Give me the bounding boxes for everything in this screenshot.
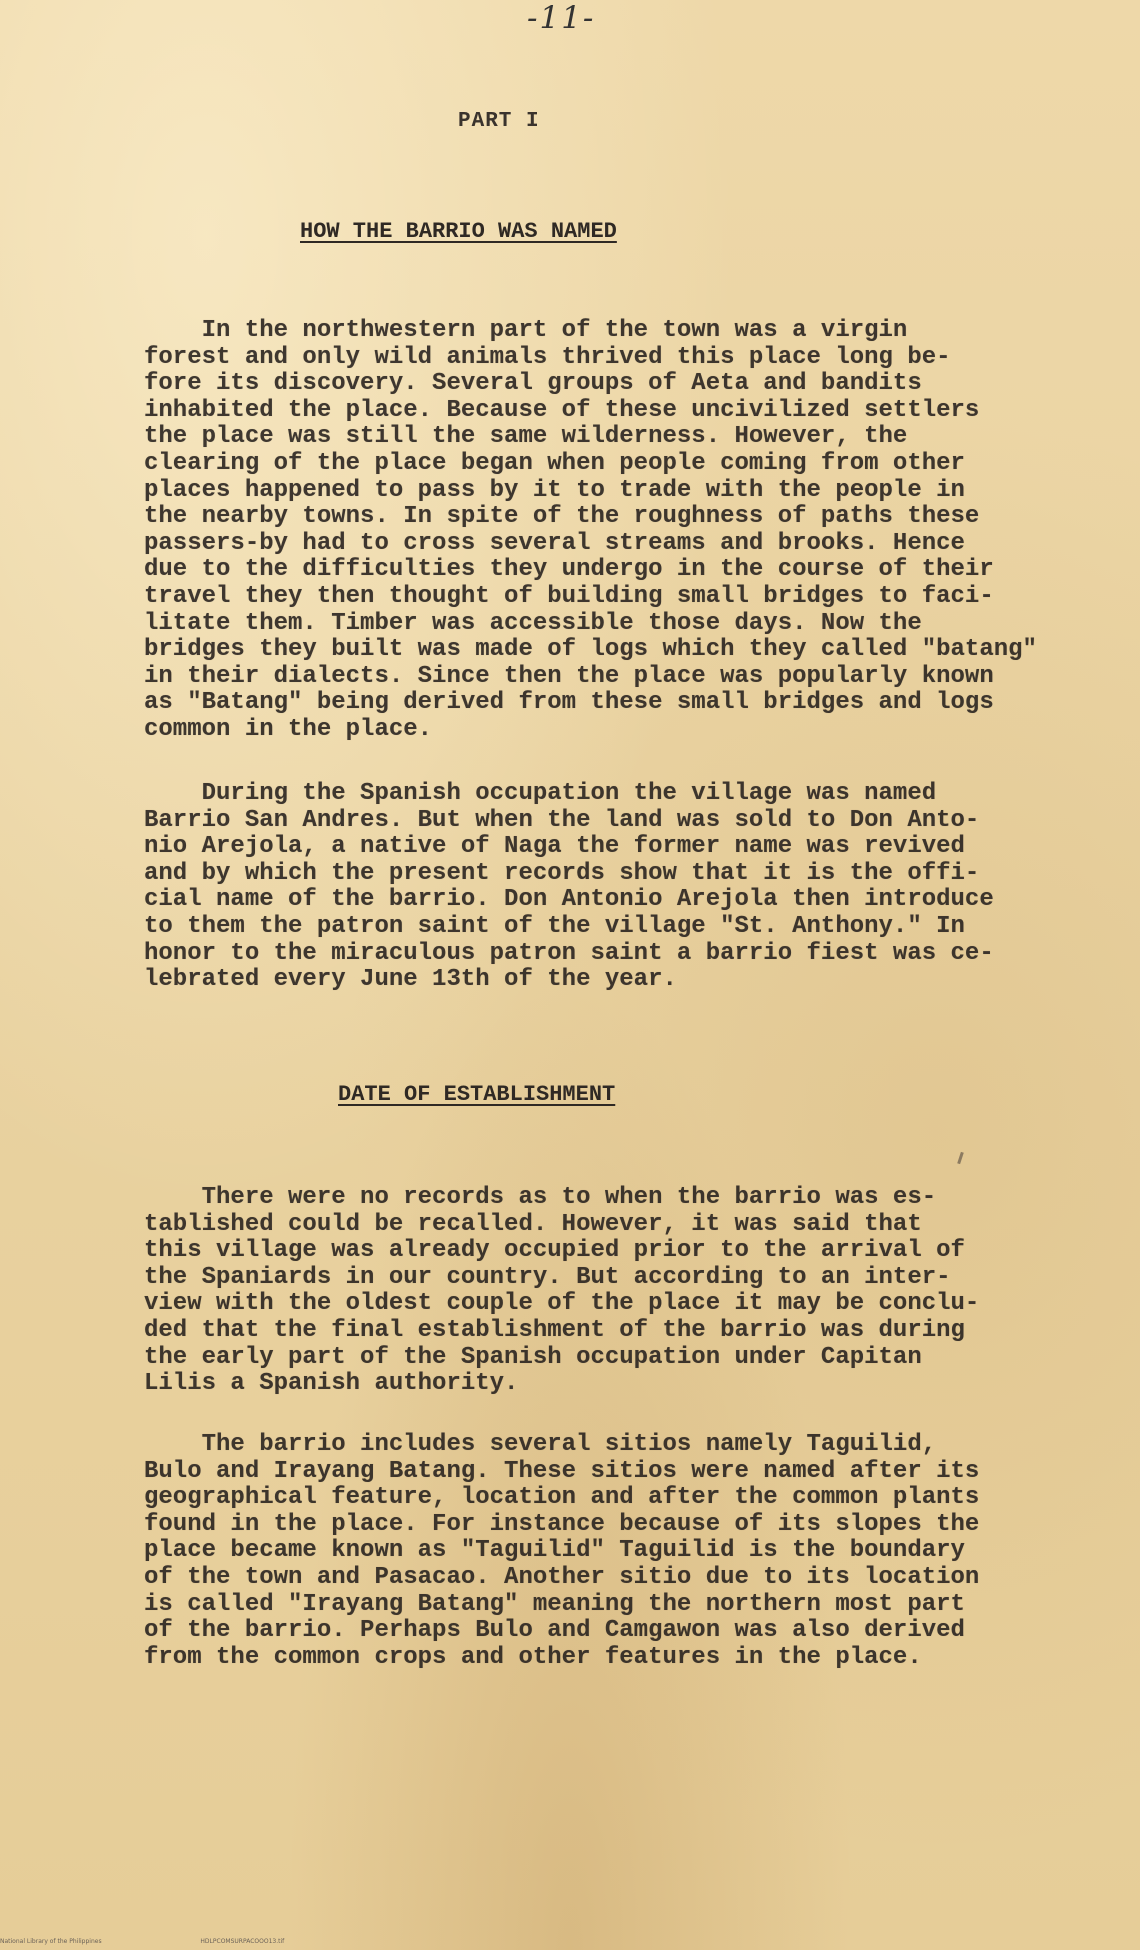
paragraph-establishment-records: There were no records as to when the barrio was es- tablished could be recalled. However, it was said that this village was already occupied prior to the arrival of the Spaniards in our country. But according to an inter- view with the oldest couple of the place it may be conclu- ded that the final establishment of the barrio was during the early part of the Spanish occupation under Capitan Lilis a Spanish authority.: [144, 1184, 980, 1398]
section-heading-barrio-name: HOW THE BARRIO WAS NAMED: [300, 219, 617, 244]
ink-mark: [957, 1152, 964, 1164]
page-number: -11-: [527, 0, 596, 36]
footer-file: HDLPCOMSURPACOOO13.tif: [200, 1938, 285, 1945]
paragraph-sitios: The barrio includes several sitios namely Taguilid, Bulo and Irayang Batang. These sitios were named after its geographical feature, location and after the common plants found in the place. For instance because of its slopes the place became known as "Taguilid" Taguilid is the boundary of the town and Pasacao. Another sitio due to its location is called "Irayang Batang" meaning the northern most part of the barrio. Perhaps Bulo and Camgawon was also derived from the common crops and other features in the place.: [144, 1431, 980, 1671]
paragraph-barrio-origin: In the northwestern part of the town was a virgin forest and only wild animals thrived this place long be- fore its discovery. Several groups of Aeta and bandits inhabited the place. Because of these uncivilized settlers the place was still the same wilderness. However, the clearing of the place began when people coming from other places happened to pass by it to trade with the people in the nearby towns. In spite of the roughness of paths these passers-by had to cross several streams and brooks. Hence due to the difficulties they undergo in the course of their travel they then thought of building small bridges to faci- litate them. Timber was accessible those days. Now the bridges they built was made of logs which they called "batang" in their dialects. Since then the place was popularly known as "Batang" being derived from these small bridges and logs common in the place.: [144, 317, 1037, 743]
part-title: PART I: [458, 110, 540, 133]
section-heading-date-establishment: DATE OF ESTABLISHMENT: [338, 1082, 616, 1107]
bleed-through-text: [310, 160, 495, 187]
paragraph-spanish-occupation: During the Spanish occupation the village was named Barrio San Andres. But when the land was sold to Don Anto- nio Arejola, a native of Naga the former name was revived and by which the present records show that it is the offi- cial name of the barrio. Don Antonio Arejola then introduce to them the patron saint of the village "St. Anthony." In honor to the miraculous patron saint a barrio fiest was ce- lebrated every June 13th of the year.: [144, 780, 994, 994]
footer-source-line: [0, 1938, 284, 1945]
footer-library: National Library of the Philippines: [0, 1938, 102, 1945]
